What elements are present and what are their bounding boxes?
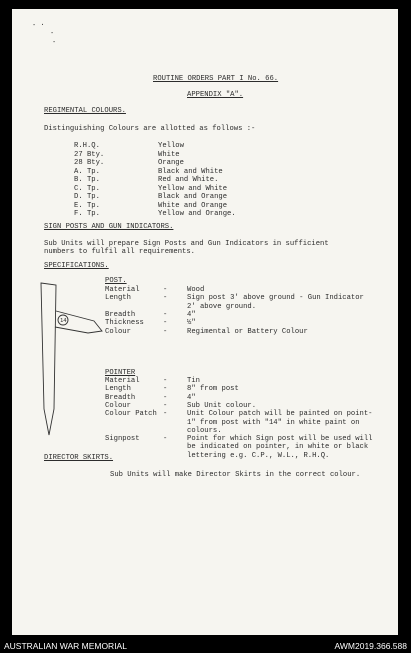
spec-dash: -	[163, 401, 168, 410]
spec-dash: -	[163, 327, 168, 336]
spec-label: Material	[105, 377, 140, 385]
colour-unit: E. Tp.	[74, 201, 100, 210]
spec-label: Colour Patch	[105, 410, 157, 419]
spec-value: Sub Unit colour.	[187, 401, 257, 410]
sign-posts-text-line: Sub Units will prepare Sign Posts and Gun Indicators in sufficient	[44, 240, 329, 248]
spec-label: Thickness	[105, 319, 144, 328]
colour-unit: D. Tp.	[74, 193, 100, 201]
spec-label: Length	[105, 385, 131, 394]
colour-unit: C. Tp.	[74, 184, 100, 193]
spec-value: Regimental or Battery Colour	[187, 327, 308, 336]
spec-label: Colour	[105, 327, 131, 336]
colour-value: Yellow	[158, 142, 184, 150]
spec-value: Tin	[187, 377, 200, 385]
spec-dash: -	[163, 286, 168, 294]
spec-value: lettering e.g. C.P., W.L., R.H.Q.	[187, 451, 330, 460]
post-outline	[41, 283, 56, 435]
spec-value: 1" from post with "14" in white paint on	[187, 418, 360, 427]
spec-dash: -	[163, 435, 168, 444]
footer-bar	[0, 638, 411, 653]
appendix-title: APPENDIX "A".	[187, 91, 244, 99]
colour-value: Yellow and White	[158, 184, 228, 193]
section-heading-regimental-colours: REGIMENTAL COLOURS.	[44, 107, 126, 115]
colour-value: White and Orange	[158, 201, 228, 210]
colour-value: Black and White	[158, 167, 223, 176]
colour-value: Yellow and Orange.	[158, 210, 236, 218]
spec-dash: -	[163, 310, 168, 319]
spec-label: Length	[105, 294, 131, 303]
footer-credit: AUSTRALIAN WAR MEMORIAL	[4, 641, 127, 651]
signpost-sketch	[38, 281, 106, 441]
staple-mark: -	[52, 38, 57, 46]
document-page	[12, 9, 398, 635]
colour-unit: 27 Bty.	[74, 150, 105, 159]
colour-value: Black and Orange	[158, 193, 228, 201]
sign-posts-text-line: numbers to fulfil all requirements.	[44, 248, 195, 256]
spec-dash: -	[163, 294, 168, 303]
spec-value: 4"	[187, 310, 196, 319]
spec-dash: -	[163, 319, 168, 328]
section-heading-specifications: SPECIFICATIONS.	[44, 262, 109, 270]
spec-value: colours.	[187, 426, 222, 435]
spec-value: Sign post 3' above ground - Gun Indicator	[187, 294, 364, 303]
colour-unit: 28 Bty.	[74, 159, 105, 167]
colour-unit: F. Tp.	[74, 210, 100, 218]
spec-dash: -	[163, 385, 168, 394]
colour-value: White	[158, 150, 180, 159]
spec-value: Wood	[187, 286, 205, 294]
spec-label: Colour	[105, 401, 131, 410]
regimental-colours-intro: Distinguishing Colours are allotted as follows :-	[44, 125, 256, 133]
spec-value: 8" from post	[187, 385, 239, 394]
spec-value: ½"	[187, 319, 196, 328]
spec-value: 4"	[187, 393, 196, 402]
spec-value: be indicated on pointer, in white or black	[187, 443, 369, 452]
section-heading-director-skirts: DIRECTOR SKIRTS.	[44, 454, 114, 462]
spec-dash: -	[163, 410, 168, 419]
colour-value: Orange	[158, 159, 184, 167]
footer-accession-number: AWM2019.366.588	[334, 641, 407, 651]
section-heading-sign-posts: SIGN POSTS AND GUN INDICATORS.	[44, 223, 174, 231]
spec-label: Material	[105, 286, 140, 294]
spec-value: 2' above ground.	[187, 302, 257, 311]
colour-unit: B. Tp.	[74, 176, 100, 184]
pointer-heading: POINTER	[105, 369, 136, 377]
staple-mark: - ·	[32, 21, 45, 29]
colour-unit: R.H.Q.	[74, 142, 100, 150]
page-title: ROUTINE ORDERS PART I No. 66.	[153, 75, 279, 83]
post-heading: POST.	[105, 277, 127, 285]
spec-label: Breadth	[105, 310, 136, 319]
spec-label: Signpost	[105, 435, 140, 444]
sketch-label: 14	[60, 318, 67, 324]
staple-mark: -	[50, 29, 55, 37]
spec-dash: -	[163, 393, 168, 402]
spec-value: Point for which Sign post will be used will	[187, 435, 373, 444]
spec-value: Unit Colour patch will be painted on point-	[187, 410, 373, 419]
colour-value: Red and White.	[158, 176, 219, 184]
spec-dash: -	[163, 377, 168, 385]
director-skirts-text: Sub Units will make Director Skirts in the correct colour.	[110, 471, 361, 479]
colour-unit: A. Tp.	[74, 167, 100, 176]
spec-label: Breadth	[105, 393, 136, 402]
